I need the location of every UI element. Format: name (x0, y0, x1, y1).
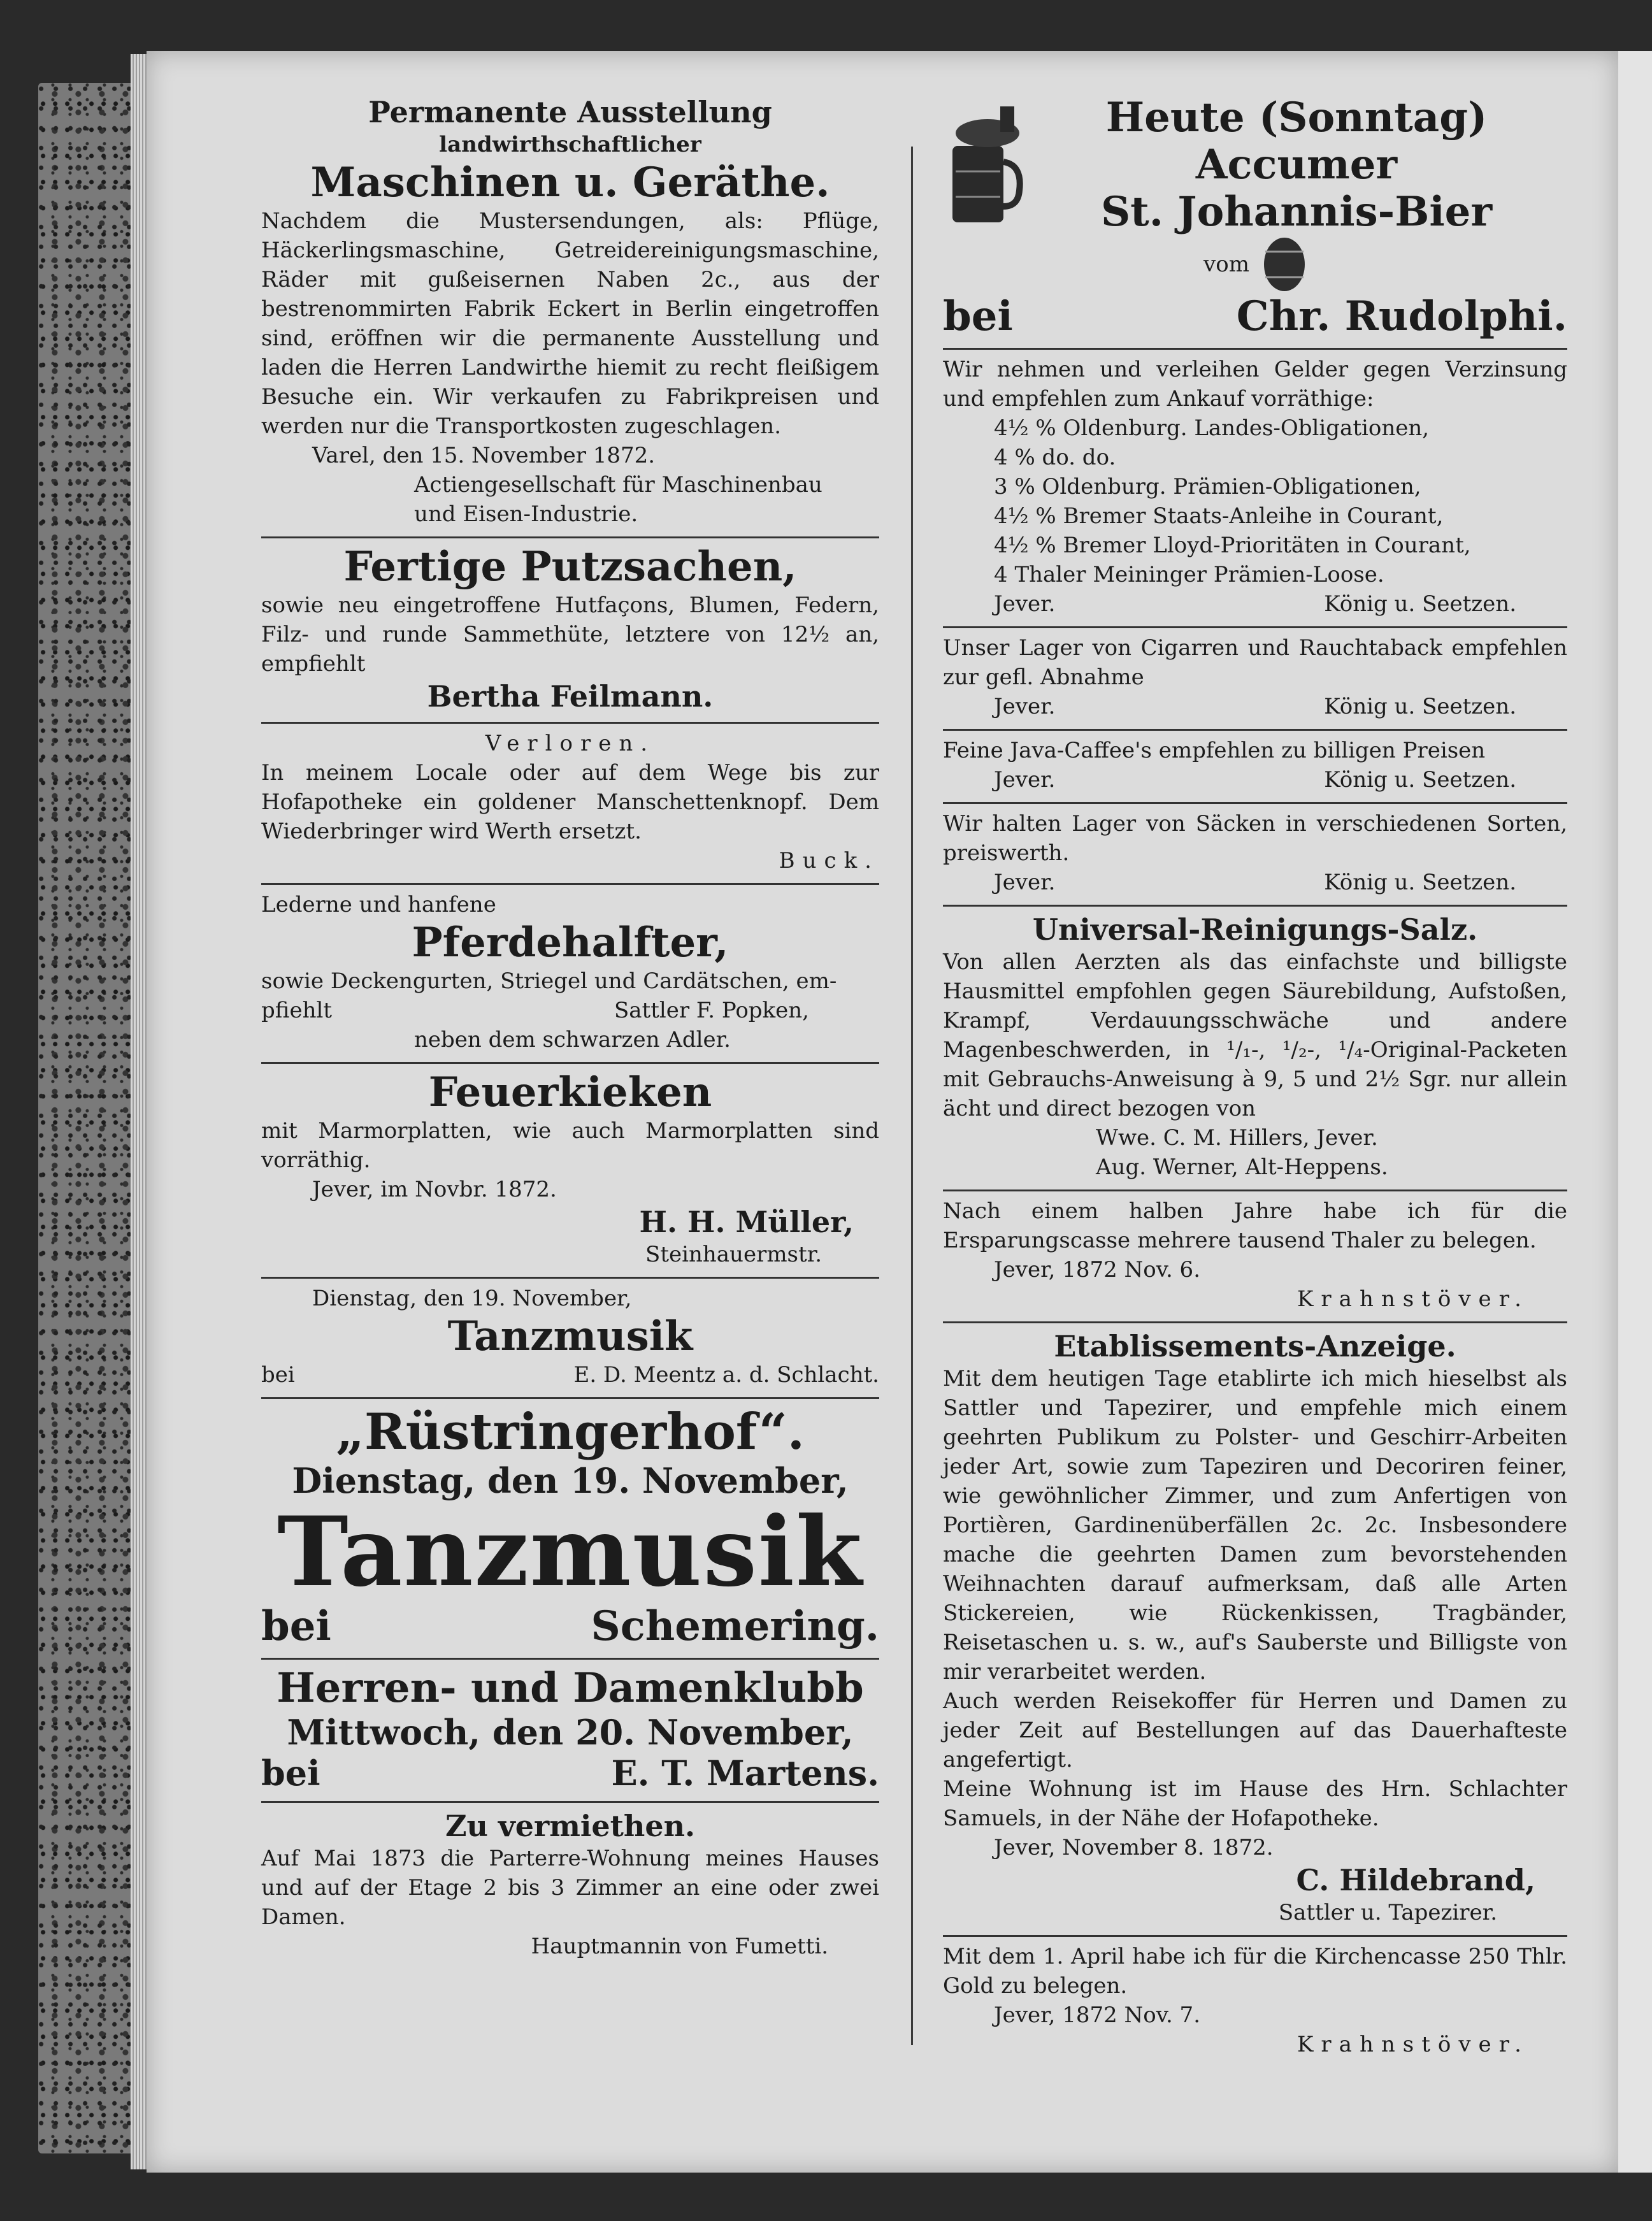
ad-place: Jever. (994, 870, 1056, 895)
ad-text: pfiehlt (261, 998, 332, 1023)
ad-list-item: 4½ % Bremer Lloyd-Prioritäten in Courant, (994, 533, 1471, 558)
ad-date: Dienstag, den 19. November, (312, 1286, 632, 1311)
ad-headline: Universal-Reinigungs-Salz. (1032, 912, 1478, 947)
ad-signature: Wwe. C. M. Hillers, Jever. (1096, 1125, 1378, 1151)
ad-headline: Fertige Putzsachen, (343, 543, 797, 591)
ad-text: mit Marmorplatten, wie auch Marmorplatten sind vorräthig. (261, 1118, 879, 1173)
ad-text: Auf Mai 1873 die Parterre-Wohnung meines Hauses und auf der Etage 2 bis 3 Zimmer an eine oder zwei Damen. (261, 1846, 879, 1930)
ad-putzsachen (261, 538, 879, 724)
page-edges (131, 54, 147, 2169)
ad-signature: neben dem schwarzen Adler. (414, 1027, 731, 1053)
ad-text: Unser Lager von Cigarren und Rauchtaback empfehlen zur gefl. Abnahme (943, 635, 1567, 690)
ad-list-item: 4½ % Oldenburg. Landes-Obligationen, (994, 415, 1430, 441)
ad-text: Nachdem die Mustersendungen, als: Pflüge, Häckerlingsmaschine, Getreidereinigungsmaschine, Räder mit gußeisernen Naben 2c., aus der bestrenommirten Fabrik Eckert in Berlin eingetroffen sind, eröffnen wir die permanente Ausstellung und laden die Herren Landwirthe hiemit zu recht fleißigem Besuche ein. Wir verkaufen zu Fabrikpreisen und werden nur die Transportkosten zugeschlagen. (261, 208, 879, 439)
ad-text: sowie Deckengurten, Striegel und Cardätschen, em- (261, 968, 837, 994)
ad-signature: König u. Seetzen. (1324, 767, 1516, 793)
ad-list-item: 4½ % Bremer Staats-Anleihe in Courant, (994, 503, 1444, 529)
ad-signature: König u. Seetzen. (1324, 694, 1516, 719)
ad-signature: C. Hildebrand, (1296, 1863, 1535, 1897)
ad-title: Permanente Ausstellung (368, 95, 772, 129)
ad-big-title: Tanzmusik (277, 1496, 863, 1608)
ad-ausstellung (261, 89, 879, 538)
ad-reinigungs-salz (943, 907, 1567, 1191)
ad-headline: Zu vermiethen. (445, 1809, 696, 1843)
ad-headline: Pferdehalfter, (412, 919, 729, 967)
ad-date: Dienstag, den 19. November, (292, 1460, 849, 1501)
ad-date: Jever, im Novbr. 1872. (312, 1177, 557, 1202)
ad-text: Wir nehmen und verleihen Gelder gegen Verzinsung und empfehlen zum Ankauf vorräthige: (943, 357, 1567, 412)
ad-text: Meine Wohnung ist im Hause des Hrn. Schlachter Samuels, in der Nähe der Hofapotheke. (943, 1776, 1567, 1831)
right-column (943, 89, 1567, 2067)
left-column (261, 89, 879, 1969)
ad-bei: bei (261, 1602, 331, 1650)
ad-signature: Krahnstöver. (1297, 2032, 1529, 2057)
ad-signature: Buck. (779, 848, 879, 873)
ad-pferdehalfter (261, 885, 879, 1064)
ad-vom: vom (1203, 252, 1249, 277)
ad-signature: Aug. Werner, Alt-Heppens. (1096, 1154, 1388, 1180)
ad-name: Schemering. (591, 1602, 879, 1650)
barrel-icon (1262, 236, 1307, 293)
ad-headline: Accumer (1195, 141, 1398, 189)
ad-signature: Krahnstöver. (1297, 1286, 1529, 1312)
ad-date: Jever, November 8. 1872. (994, 1835, 1274, 1860)
ad-signature: Steinhauermstr. (645, 1242, 822, 1267)
ad-place: Jever. (994, 694, 1056, 719)
ad-gelder (943, 350, 1567, 628)
ad-text: Mit dem 1. April habe ich für die Kirchencasse 250 Thlr. Gold zu belegen. (943, 1944, 1567, 1999)
ad-headline: Heute (Sonntag) (1105, 94, 1488, 141)
ad-verloren (261, 724, 879, 885)
ad-signature: Actiengesellschaft für Maschinenbau (414, 472, 822, 498)
ad-headline: Etablissements-Anzeige. (1054, 1329, 1456, 1363)
ad-vermiethen (261, 1803, 879, 1969)
ad-tanzmusik-meentz (261, 1279, 879, 1399)
ad-date: Varel, den 15. November 1872. (312, 443, 656, 468)
ad-headline: „Rüstringerhof“. (336, 1403, 805, 1461)
ad-text: Nach einem halben Jahre habe ich für die Ersparungscasse mehrere tausend Thaler zu belegen. (943, 1198, 1567, 1253)
ad-signature: Sattler u. Tapezirer. (1278, 1900, 1497, 1925)
ad-subtitle: landwirthschaftlicher (439, 132, 701, 157)
ad-headline: Maschinen u. Geräthe. (310, 159, 830, 206)
ad-signature: König u. Seetzen. (1324, 591, 1516, 617)
ad-text: Mit dem heutigen Tage etablirte ich mich hieselbst als Sattler und Tapezirer, und empfehle mich einem geehrten Publikum zu Polster- und Geschirr-Arbeiten jeder Art, sowie zum Tapeziren und Decoriren feiner, wie gewöhnlicher Zimmer, und zum Anfertigen von Portièren, Gardinenüberfällen 2c. 2c. Insbesondere mache die geehrten Damen zum bevorstehenden Weihnachten darauf aufmerksam, daß alle Arten Stickereien, wie Rückenkissen, Tragbänder, Reisetaschen u. s. w., auf's Sauberste und Billigste von mir verarbeitet werden. (943, 1366, 1567, 1685)
ad-place: Jever. (994, 767, 1056, 793)
ad-text: In meinem Locale oder auf dem Wege bis zur Hofapotheke ein goldener Manschettenknopf. Dem Wiederbringer wird Werth ersetzt. (261, 760, 879, 844)
ad-signature: Bertha Feilmann. (427, 679, 714, 714)
ad-bei: bei (943, 292, 1013, 340)
ad-date: Jever, 1872 Nov. 6. (994, 1257, 1200, 1283)
ad-list-item: 4 % do. do. (994, 445, 1116, 470)
ad-signature: H. H. Müller, (639, 1205, 854, 1239)
ad-ruestringerhof (261, 1399, 879, 1660)
ad-signature: König u. Seetzen. (1324, 870, 1516, 895)
ad-damenklubb (261, 1660, 879, 1803)
ad-date: Mittwoch, den 20. November, (287, 1712, 854, 1753)
ad-text: Feine Java-Caffee's empfehlen zu billigen Preisen (943, 738, 1486, 763)
ad-signature: Sattler F. Popken, (614, 998, 809, 1023)
ad-headline: Feuerkieken (428, 1068, 712, 1116)
ad-text: Auch werden Reisekoffer für Herren und Damen zu jeder Zeit auf Bestellungen auf das Dauerhafteste angefertigt. (943, 1688, 1567, 1772)
ad-place: E. D. Meentz a. d. Schlacht. (573, 1362, 879, 1388)
ad-text: Wir halten Lager von Säcken in verschiedenen Sorten, preiswerth. (943, 811, 1567, 866)
ad-list-item: 4 Thaler Meininger Prämien-Loose. (994, 562, 1384, 587)
page-margin (1618, 51, 1652, 2173)
ad-place: Jever. (994, 591, 1056, 617)
ad-signature: und Eisen-Industrie. (414, 501, 638, 527)
ad-list-item: 3 % Oldenburg. Prämien-Obligationen, (994, 474, 1421, 500)
ad-headline: St. Johannis-Bier (1100, 188, 1493, 236)
ad-cigarren (943, 628, 1567, 731)
ad-ersparungscasse (943, 1191, 1567, 1323)
ad-date: Jever, 1872 Nov. 7. (994, 2002, 1200, 2028)
ad-bei: bei (261, 1753, 320, 1793)
ad-saecke (943, 804, 1567, 907)
ad-headline: Tanzmusik (447, 1312, 693, 1360)
beer-mug-icon (943, 101, 1026, 229)
ad-name: E. T. Martens. (611, 1753, 879, 1793)
ad-name: Chr. Rudolphi. (1236, 292, 1567, 340)
ad-headline: Herren- und Damenklubb (277, 1664, 864, 1712)
ad-kirchencasse (943, 1937, 1567, 2067)
column-divider (911, 147, 913, 2045)
ad-johannis-bier (943, 89, 1567, 350)
ad-etablissement (943, 1323, 1567, 1937)
ad-headline: Verloren. (485, 731, 656, 756)
ad-text: Von allen Aerzten als das einfachste und billigste Hausmittel empfohlen gegen Säurebildung, Aufstoßen, Krampf, Verdauungsschwäche und andere Magenbeschwerden, in ¹/₁-, ¹/₂-, ¹/₄-Original-Packeten mit Gebrauchs-Anweisung à 9, 5 und 2½ Sgr. nur allein ächt und direct bezogen von (943, 949, 1567, 1121)
ad-signature: Hauptmannin von Fumetti. (531, 1934, 828, 1959)
ad-caffee (943, 731, 1567, 804)
ad-feuerkieken (261, 1064, 879, 1279)
ad-pretitle: Lederne und hanfene (261, 892, 496, 917)
ad-bei: bei (261, 1362, 295, 1388)
ad-text: sowie neu eingetroffene Hutfaçons, Blumen, Federn, Filz- und runde Sammethüte, letztere von 12½ an, empfiehlt (261, 593, 879, 677)
